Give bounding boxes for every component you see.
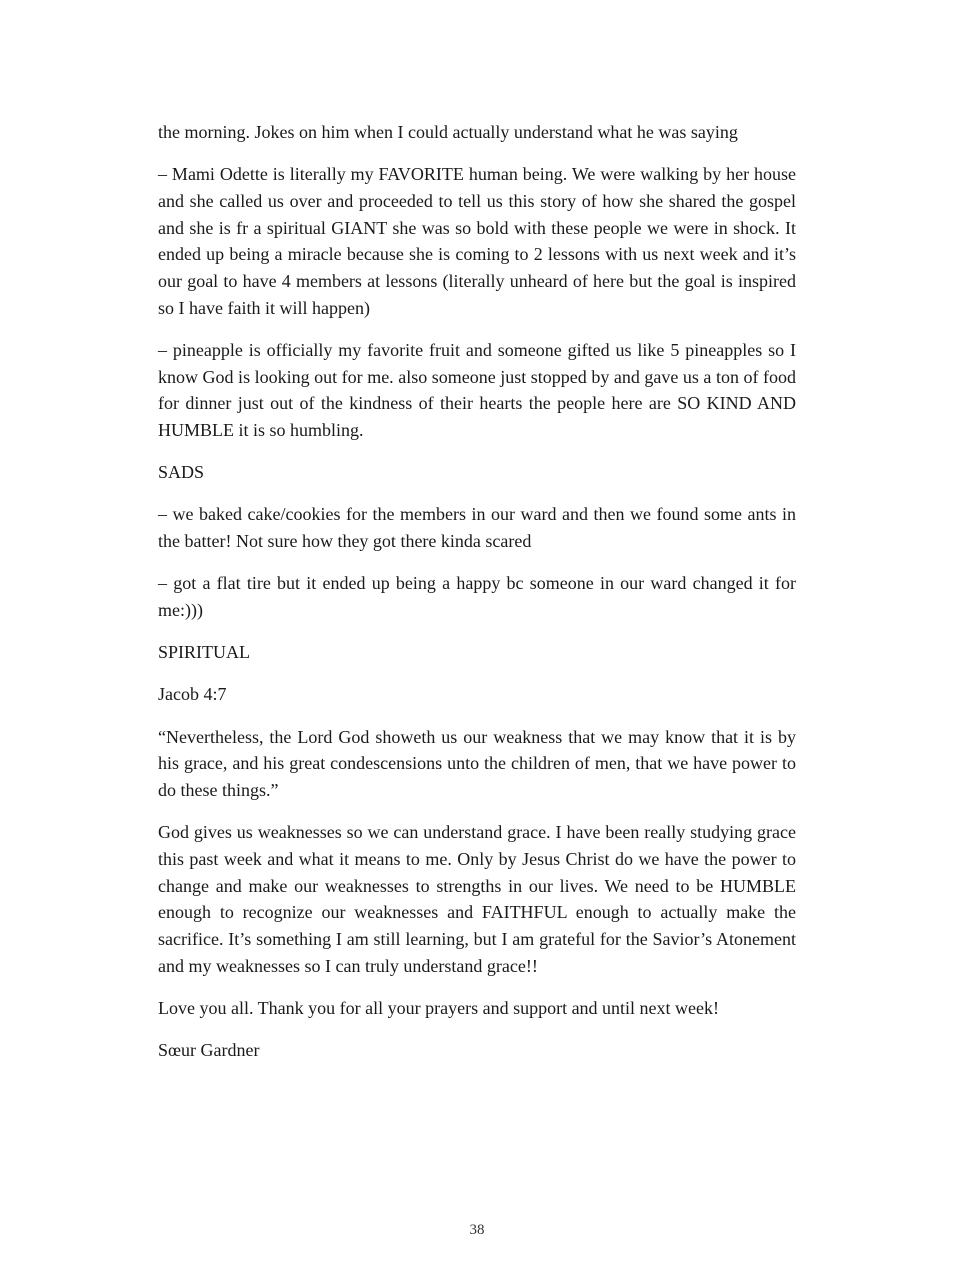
page-number: 38 (469, 1222, 485, 1238)
scripture-reference: Jacob 4:7 (158, 684, 227, 705)
page-body (158, 119, 796, 1079)
section-heading-spiritual: SPIRITUAL (158, 642, 251, 663)
signature: Sœur Gardner (158, 1040, 260, 1061)
paragraph-grace: God gives us weaknesses so we can understand grace. I have been really studying grace this past week and what it means to me. Only by Jesus Christ do we have the power to change and make our weaknesses to strengths in our lives. We need to be HUMBLE enough to recognize our weaknesses and FAITHFUL enough to actually make the sacrifice. It’s something I am still learning, but I am grateful for the Savior’s Atonement and my weaknesses so I can truly understand grace!! (158, 822, 796, 976)
section-heading-sads: SADS (158, 462, 205, 483)
paragraph-closing: Love you all. Thank you for all your prayers and support and until next week! (158, 997, 720, 1018)
scripture-quote: “Nevertheless, the Lord God showeth us our weakness that we may know that it is by his grace, and his great condescensions unto the children of men, that we have power to do these things.” (158, 726, 796, 801)
paragraph-cake-cookies: – we baked cake/cookies for the members in our ward and then we found some ants in the batter! Not sure how they got there kinda scared (158, 504, 796, 552)
paragraph-mami-odette: – Mami Odette is literally my FAVORITE human being. We were walking by her house and she called us over and proceeded to tell us this story of how she shared the gospel and she is fr a spiritual GIANT she was so bold with these people we were in shock. It ended up being a miracle because she is coming to 2 lessons with us next week and it’s our goal to have 4 members at lessons (literally unheard of here but the goal is inspired so I have faith it will happen) (158, 164, 796, 318)
paragraph-flat-tire: – got a flat tire but it ended up being a happy bc someone in our ward changed it for me:))) (158, 573, 796, 621)
paragraph-continuation: the morning. Jokes on him when I could actually understand what he was saying (158, 122, 738, 142)
paragraph-pineapple: – pineapple is officially my favorite fruit and someone gifted us like 5 pineapples so I know God is looking out for me. also someone just stopped by and gave us a ton of food for dinner just out of the kindness of their hearts the people here are SO KIND AND HUMBLE it is so humbling. (158, 339, 796, 441)
